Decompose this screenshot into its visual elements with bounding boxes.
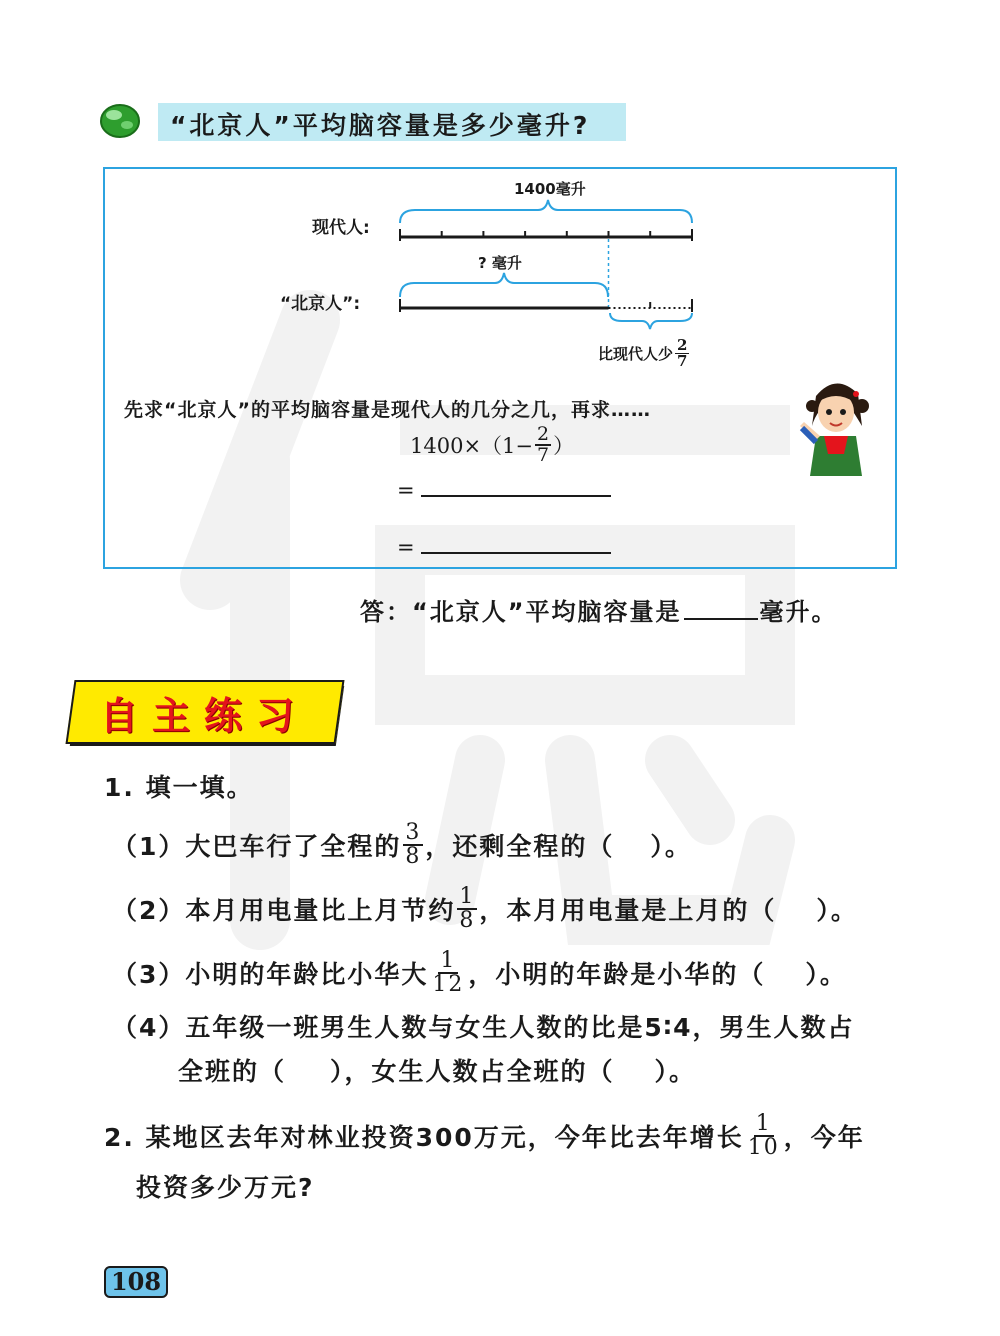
diff-brace: [610, 313, 692, 329]
total-label: 1400毫升: [514, 180, 586, 198]
exercise1-item2: （2）本月用电量比上月节约 $\frac{1}{8}$ ，本月用电量是上月的（ ）。: [112, 884, 858, 933]
exercise1-title: 1. 填一填。: [104, 773, 254, 802]
total-brace: [400, 200, 692, 223]
exercise2-line1: 2. 某地区去年对林业投资300万元，今年比去年增长 $\frac{1}{10}$ ，今年: [104, 1111, 865, 1160]
expression: [410, 425, 574, 465]
unknown-brace: [400, 273, 608, 297]
answer-suffix: 毫升。: [759, 598, 838, 626]
modern-label: 现代人:: [312, 218, 370, 238]
page-number: 108: [110, 1267, 162, 1296]
diff-fraction: $\frac{2}{7}$: [677, 336, 688, 370]
answer-blank-1[interactable]: [421, 495, 611, 497]
section-title: 自主练习: [100, 694, 309, 738]
answer-prefix: 答：“北京人”平均脑容量是: [360, 598, 682, 626]
item1-fraction: $\frac{3}{8}$: [405, 820, 422, 869]
diff-prefix: 比现代人少: [598, 345, 674, 363]
expr-fraction: $\frac{2}{7}$: [537, 423, 550, 466]
item2-fraction: $\frac{1}{8}$: [459, 884, 476, 933]
answer-blank[interactable]: [684, 618, 758, 620]
hint-text: 先求“北京人”的平均脑容量是现代人的几分之几，再求……: [124, 399, 651, 421]
diff-label: [598, 338, 691, 369]
equals-row-1: =: [397, 478, 611, 502]
equals-row-2: =: [397, 535, 611, 559]
line-segment-diagram: [390, 195, 710, 335]
expr-suffix: ）: [553, 434, 575, 458]
answer-blank-2[interactable]: [421, 552, 611, 554]
question-title: “北京人”平均脑容量是多少毫升?: [170, 111, 591, 140]
unknown-label: ? 毫升: [478, 254, 522, 272]
answer-line: [360, 592, 838, 627]
ball-icon: [100, 103, 140, 139]
exercise2-fraction: $\frac{1}{10}$: [747, 1111, 780, 1160]
modern-ticks: [400, 229, 692, 241]
exercise1-item4-line2: 全班的（ ），女生人数占全班的（ ）。: [178, 1057, 697, 1086]
item3-fraction: $\frac{1}{12}$: [432, 948, 465, 997]
expr-prefix: 1400×（1−: [410, 434, 533, 458]
exercise2-line2: 投资多少万元?: [136, 1173, 315, 1202]
exercise1-item3: （3）小明的年龄比小华大 $\frac{1}{12}$ ，小明的年龄是小华的（ ）。: [112, 948, 847, 997]
peking-label: “北京人”:: [280, 294, 361, 314]
exercise1-item1: （1）大巴车行了全程的 $\frac{3}{8}$ ，还剩全程的（ ）。: [112, 820, 692, 869]
girl-illustration: [796, 376, 876, 476]
exercise1-item4-line1: （4）五年级一班男生人数与女生人数的比是5∶4，男生人数占: [112, 1013, 855, 1042]
